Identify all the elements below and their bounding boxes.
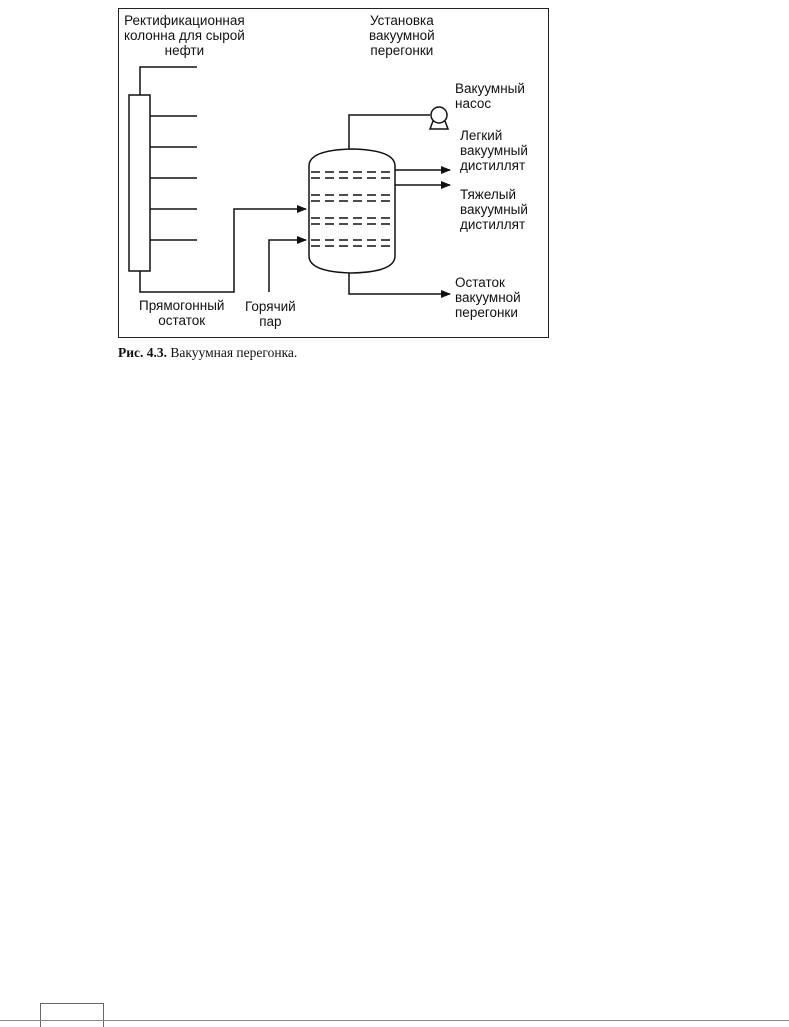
figure-number: Рис. 4.3.: [118, 345, 168, 360]
heavy-distillate-label: Тяжелый вакуумный дистиллят: [460, 187, 528, 232]
light-distillate-label: Легкий вакуумный дистиллят: [460, 128, 528, 173]
crude-column-label: Ректификационная колонна для сырой нефти: [124, 13, 245, 58]
vacuum-residue-label: Остаток вакуумной перегонки: [455, 275, 521, 320]
straight-run-residue-label: Прямогонный остаток: [139, 298, 225, 328]
hot-steam-line: [269, 240, 306, 292]
vacuum-unit-label: Установка вакуумной перегонки: [369, 13, 435, 58]
vacuum-pump-icon: [431, 107, 447, 123]
figure-caption: [118, 345, 297, 361]
pump-line: [349, 115, 430, 149]
hot-steam-label: Горячий пар: [245, 299, 296, 329]
crude-distillation-column: [129, 95, 150, 271]
vacuum-residue-line: [349, 273, 450, 294]
column-top-line: [140, 67, 197, 95]
straight-run-residue-line: [140, 209, 306, 292]
vacuum-column: [309, 149, 395, 273]
page-footer-line: [0, 1020, 789, 1021]
page-footer-tab: [40, 1003, 104, 1027]
figure-caption-text: Вакуумная перегонка.: [170, 345, 298, 360]
vacuum-pump-label: Вакуумный насос: [455, 81, 525, 111]
